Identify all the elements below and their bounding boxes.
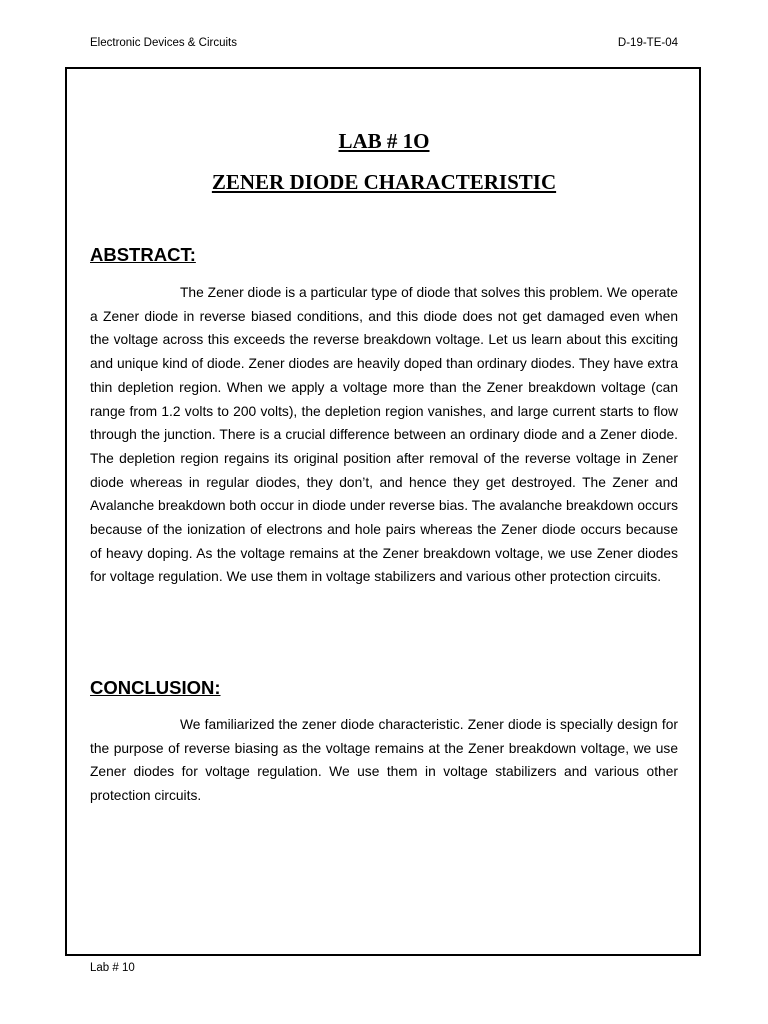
- conclusion-paragraph: We familiarized the zener diode characteristic. Zener diode is specially design for the purpose of reverse biasing as the voltage remains at the Zener breakdown voltage, we use Zener diodes for voltage regulation. We use them in voltage stabilizers and various other protection circuits.: [90, 717, 678, 804]
- page-header: [90, 37, 678, 55]
- conclusion-heading: CONCLUSION:: [90, 677, 221, 698]
- page-footer: Lab # 10: [90, 962, 135, 974]
- abstract-heading: ABSTRACT:: [90, 244, 196, 265]
- header-roll-number: D-19-TE-04: [617, 37, 678, 49]
- abstract-paragraph: The Zener diode is a particular type of diode that solves this problem. We operate a Zener diode in reverse biased conditions, and this diode does not get damaged even when the voltage across this exceeds the reverse breakdown voltage. Let us learn about this exciting and unique kind of diode. Zener diodes are heavily doped than ordinary diodes. They have extra thin depletion region. When we apply a voltage more than the Zener breakdown voltage (can range from 1.2 volts to 200 volts), the depletion region vanishes, and large current starts to flow through the junction. There is a crucial difference between an ordinary diode and a Zener diode. The depletion region regains its original position after removal of the reverse voltage in Zener diode whereas in regular diodes, they don’t, and hence they get destroyed. The Zener and Avalanche breakdown both occur in diode under reverse bias. The avalanche breakdown occurs because of the ionization of electrons and hole pairs whereas the Zener diode occurs because of heavy doping. As the voltage remains at the Zener breakdown voltage, we use Zener diodes for voltage regulation. We use them in voltage stabilizers and various other protection circuits.: [90, 285, 678, 585]
- lab-subtitle: ZENER DIODE CHARACTERISTIC: [211, 170, 557, 194]
- header-course-title: Electronic Devices & Circuits: [90, 37, 237, 49]
- lab-number-title: LAB # 1O: [338, 129, 430, 153]
